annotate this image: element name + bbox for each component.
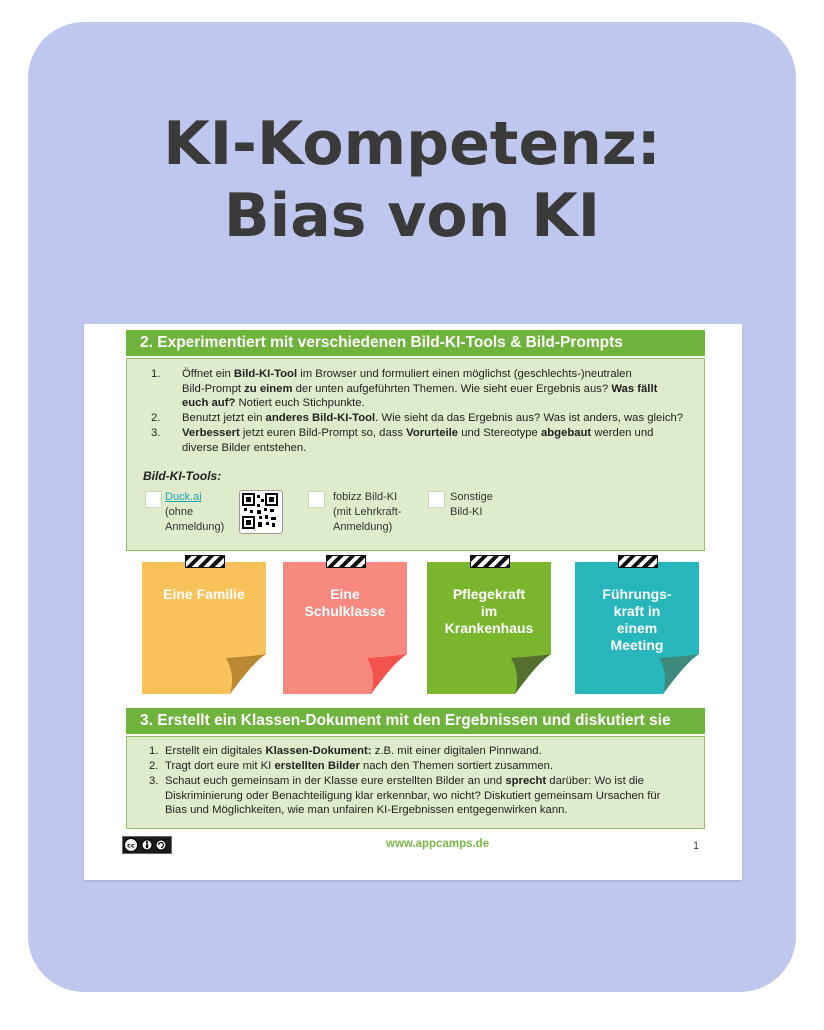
title-line-1: KI-Kompetenz: <box>163 109 661 179</box>
tool-checkbox-fobizz[interactable] <box>308 491 325 508</box>
page-title <box>28 108 796 252</box>
section3-step: 1. Erstellt ein digitales Klassen-Dokument: z.B. mit einer digitalen Pinnwand. <box>149 745 542 757</box>
sticky-note <box>575 562 699 694</box>
tape-icon <box>470 555 510 568</box>
worksheet-page <box>84 324 742 880</box>
page-number: 1 <box>693 840 700 852</box>
section3-box <box>126 736 705 829</box>
note-label: Pflegekraft im Krankenhaus <box>444 586 534 636</box>
sticky-note <box>142 562 266 694</box>
license-badge <box>122 836 172 854</box>
tool-checkbox-sonstige[interactable] <box>428 491 445 508</box>
step3-line1: Verbessert jetzt euren Bild-Prompt so, dass Vorurteile und Stereotype abgebaut werden und <box>182 427 654 439</box>
sticky-note <box>427 562 551 694</box>
tool-fobizz: fobizz Bild-KI (mit Lehrkraft- Anmeldung) <box>333 491 402 533</box>
step1-line2: Bild-Prompt zu einem der unten aufgeführten Themen. Wie sieht euer Ergebnis aus? Was fällt <box>182 382 658 395</box>
section3-heading: 3. Erstellt ein Klassen-Dokument mit den Ergebnissen und diskutiert sie <box>126 708 705 734</box>
note-label: Eine Schulklasse <box>304 586 386 619</box>
note-label: Eine Familie <box>163 586 245 602</box>
section2-box <box>126 358 705 551</box>
step3-line2: diverse Bilder entstehen. <box>182 441 307 454</box>
qr-code-icon <box>239 490 283 534</box>
step2-line1: Benutzt jetzt ein anderes Bild-KI-Tool. Wie sieht da das Ergebnis aus? Was ist anders, was gleich? <box>182 412 684 424</box>
step1-line3: euch auf? Notiert euch Stichpunkte. <box>182 397 365 409</box>
tape-icon <box>618 555 658 568</box>
tape-icon <box>326 555 366 568</box>
duckai-link[interactable]: Duck.ai <box>165 491 202 503</box>
section2-step: 3. Verbessert jetzt euren Bild-Prompt so, dass Vorurteile und Stereotype abgebaut werden und diverse Bilder entstehen. <box>151 427 654 454</box>
section3-step: 3. Schaut euch gemeinsam in der Klasse eure erstellten Bilder an und sprecht darüber: Wo ist die Diskriminierung oder Benachteiligung klar erkennbar, wo nicht? Diskutiert gemeinsam Ursachen für Bias und Möglichkeiten, wie man unfairen KI-Ergebnissen entgegenwirken kann. <box>149 775 661 816</box>
section2-step: 2. Benutzt jetzt ein anderes Bild-KI-Tool. Wie sieht da das Ergebnis aus? Was ist anders, was gleich? <box>151 411 702 426</box>
step1-line1: Öffnet ein Bild-KI-Tool im Browser und formuliert einen möglichst (geschlechts-)neutralen <box>182 368 632 380</box>
section2-steps <box>151 367 702 456</box>
tool-sonstige: Sonstige Bild-KI <box>450 491 493 518</box>
section3-steps <box>149 744 700 819</box>
tool-duckai: Duck.ai (ohne Anmeldung) <box>165 491 225 533</box>
tape-icon <box>185 555 225 568</box>
svg-text:cc: cc <box>127 841 135 850</box>
website-link[interactable]: www.appcamps.de <box>386 838 490 850</box>
section2-step: 1. Öffnet ein Bild-KI-Tool im Browser und formuliert einen möglichst (geschlechts-)neutralen Bild-Prompt zu einem der unten aufgeführten Themen. Wie sieht euer Ergebnis aus? Was fällt euch auf? Notiert euch Stichpunkte. <box>151 368 658 409</box>
note-label: Führungs- kraft in einem Meeting <box>602 586 672 653</box>
section2-heading: 2. Experimentiert mit verschiedenen Bild-KI-Tools & Bild-Prompts <box>126 330 705 356</box>
section3-step: 2. Tragt dort eure mit KI erstellten Bilder nach den Themen sortiert zusammen. <box>149 760 554 772</box>
sticky-note <box>283 562 407 694</box>
title-line-2: Bias von KI <box>223 181 601 251</box>
tool-checkbox-duckai[interactable] <box>145 491 162 508</box>
tools-heading: Bild-KI-Tools: <box>143 469 222 483</box>
